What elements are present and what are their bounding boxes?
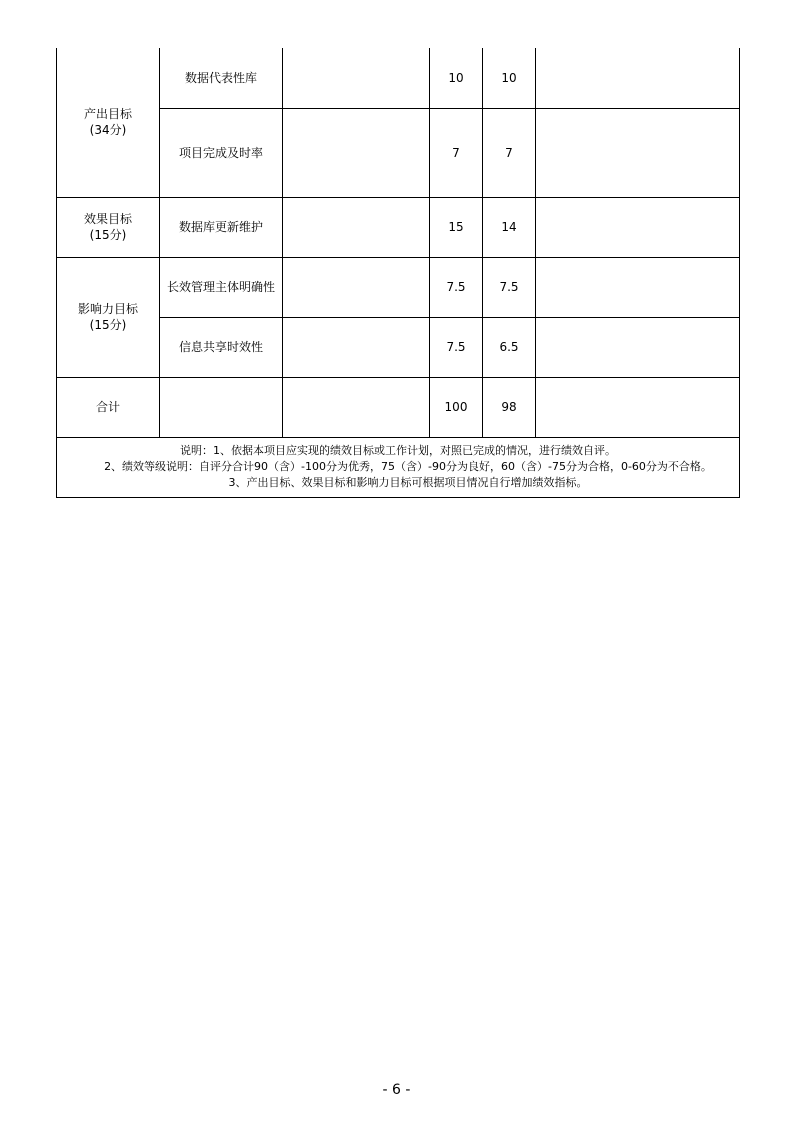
- performance-table-container: [56, 48, 739, 498]
- notes-cell: [57, 437, 740, 497]
- indicator-cell: 数据代表性库: [160, 48, 283, 108]
- weight-cell: 10: [430, 48, 483, 108]
- note-line-3: 3、产出目标、效果目标和影响力目标可根据项目情况自行增加绩效指标。: [228, 476, 588, 489]
- category-label: 产出目标: [83, 107, 132, 122]
- score-cell: 7: [483, 108, 536, 197]
- table-row: [57, 108, 740, 197]
- category-cell-influence: [57, 257, 160, 377]
- category-label: 影响力目标: [77, 302, 138, 316]
- table-row: [57, 48, 740, 108]
- indicator-cell: [160, 377, 283, 437]
- remark-cell: [536, 377, 740, 437]
- category-points: (15分): [89, 228, 127, 242]
- table-row: [57, 257, 740, 317]
- score-cell: 10: [483, 48, 536, 108]
- remark-cell: [536, 197, 740, 257]
- remark-cell: [536, 108, 740, 197]
- score-cell: 7.5: [483, 257, 536, 317]
- blank-cell: [283, 377, 430, 437]
- total-weight: 100: [430, 377, 483, 437]
- score-cell: 14: [483, 197, 536, 257]
- blank-cell: [283, 257, 430, 317]
- note-line-1: 说明：1、依据本项目应实现的绩效目标或工作计划，对照已完成的情况，进行绩效自评。: [180, 444, 616, 457]
- indicator-cell: 数据库更新维护: [160, 197, 283, 257]
- category-points: (34分): [89, 123, 127, 138]
- table-row: [57, 197, 740, 257]
- category-cell-effect: [57, 197, 160, 257]
- total-label: 合计: [57, 377, 160, 437]
- remark-cell: [536, 257, 740, 317]
- blank-cell: [283, 48, 430, 108]
- category-points: (15分): [89, 318, 127, 332]
- blank-cell: [283, 197, 430, 257]
- indicator-cell: 项目完成及时率: [160, 108, 283, 197]
- total-score: 98: [483, 377, 536, 437]
- weight-cell: 15: [430, 197, 483, 257]
- total-row: [57, 377, 740, 437]
- category-cell-output: [57, 48, 160, 197]
- blank-cell: [283, 108, 430, 197]
- notes-row: [57, 437, 740, 497]
- performance-evaluation-table: [56, 48, 740, 498]
- remark-cell: [536, 48, 740, 108]
- score-cell: 6.5: [483, 317, 536, 377]
- remark-cell: [536, 317, 740, 377]
- indicator-cell: 长效管理主体明确性: [160, 257, 283, 317]
- note-line-2: 2、绩效等级说明：自评分合计90（含）-100分为优秀，75（含）-90分为良好，60（含）-75分为合格，0-60分为不合格。: [104, 460, 712, 473]
- weight-cell: 7.5: [430, 317, 483, 377]
- table-row: [57, 317, 740, 377]
- blank-cell: [283, 317, 430, 377]
- weight-cell: 7: [430, 108, 483, 197]
- weight-cell: 7.5: [430, 257, 483, 317]
- page-number: - 6 -: [382, 1082, 411, 1098]
- category-label: 效果目标: [83, 212, 132, 226]
- indicator-cell: 信息共享时效性: [160, 317, 283, 377]
